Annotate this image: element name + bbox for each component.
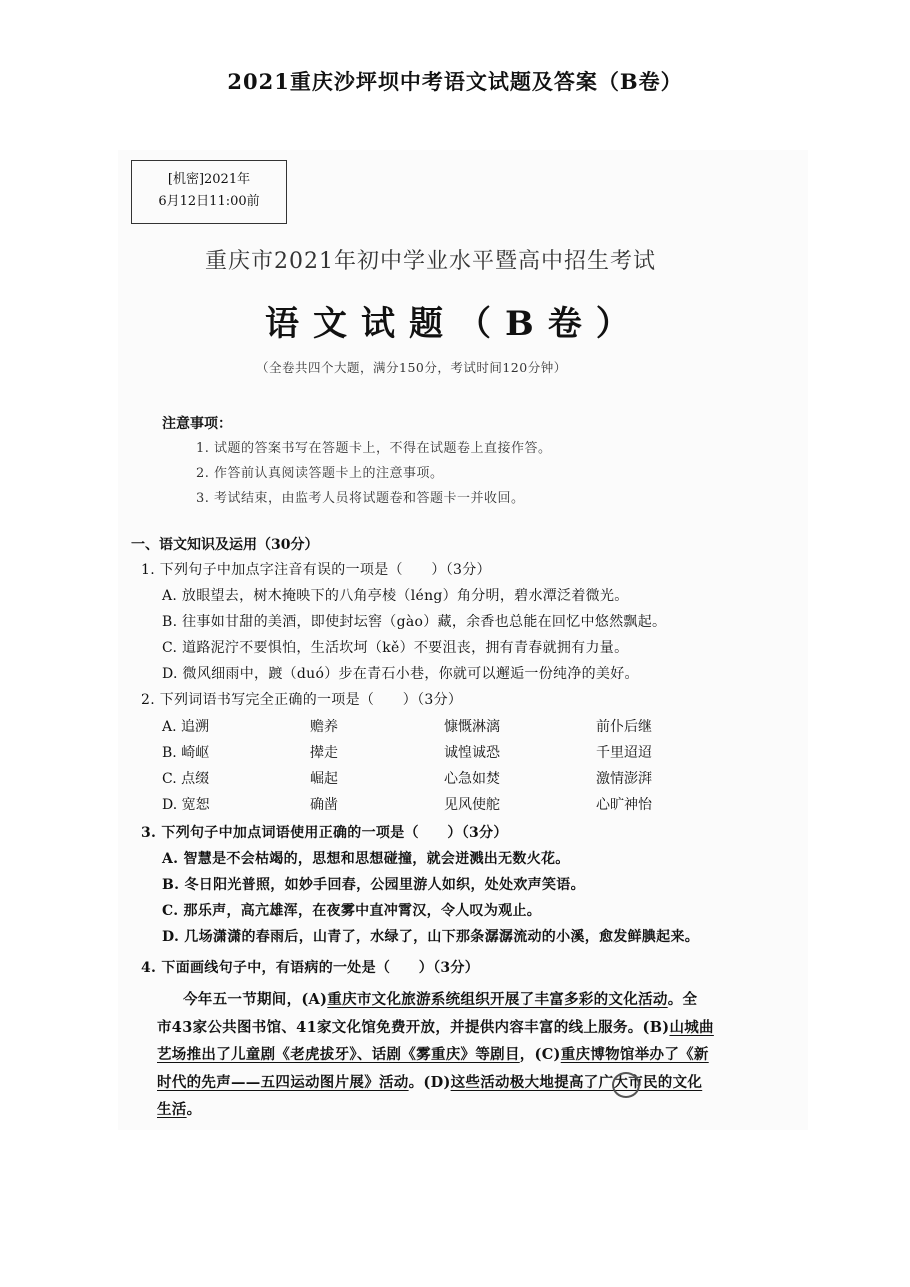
paper-title: 语文试题（B卷） (265, 304, 644, 344)
section-heading: 一、语文知识及运用（30分） (131, 537, 319, 553)
document-title: 2021重庆沙坪坝中考语文试题及答案（B卷） (227, 69, 683, 94)
underlined-sentence-a: 重庆市文化旅游系统组织开展了丰富多彩的文化活动 (327, 991, 668, 1008)
underlined-sentence-d-end: 生活 (157, 1101, 187, 1118)
passage-line-4 (157, 1071, 797, 1092)
notice-item: 1. 试题的答案书写在答题卡上，不得在试题卷上直接作答。 (196, 441, 552, 456)
passage-text: 今年五一节期间，(A) (183, 991, 328, 1008)
passage-text: 。(D) (408, 1074, 451, 1091)
confidential-line-1: [机密]2021年 (167, 172, 251, 187)
passage-line-1 (183, 988, 823, 1009)
q2-a-word-3: 慷慨淋漓 (444, 719, 500, 735)
passage-line-5 (157, 1098, 797, 1119)
q2-c-word-1: C. 点缀 (162, 771, 210, 787)
q2-a-word-1: A. 追溯 (162, 719, 210, 735)
confidential-line-2: 6月12日11:00前 (158, 194, 260, 209)
q2-b-word-1: B. 崎岖 (162, 745, 210, 761)
question-3-option-d: D. 几场潇潇的春雨后，山青了，水绿了，山下那条潺潺流动的小溪，愈发鲜腆起来。 (162, 929, 700, 945)
q2-d-word-3: 见风使舵 (444, 797, 500, 813)
q2-b-word-4: 千里迢迢 (596, 745, 652, 761)
notice-item: 2. 作答前认真阅读答题卡上的注意事项。 (196, 466, 444, 481)
confidential-stamp-box (131, 160, 287, 224)
q2-c-word-3: 心急如焚 (444, 771, 500, 787)
q2-a-word-4: 前仆后继 (596, 719, 652, 735)
passage-line-2 (157, 1016, 797, 1037)
passage-text: 市43家公共图书馆、41家文化馆免费开放，并提供内容丰富的线上服务。(B) (157, 1019, 670, 1036)
question-1-option-c: C. 道路泥泞不要惧怕，生活坎坷（kě）不要沮丧，拥有青春就拥有力量。 (162, 640, 629, 656)
underlined-sentence-b-start: 山城曲 (669, 1019, 714, 1036)
underlined-sentence-c-start: 重庆博物馆举办了《新 (560, 1046, 709, 1063)
passage-text: 。全 (667, 991, 698, 1008)
handwritten-circle-mark (612, 1072, 640, 1098)
exam-name: 重庆市2021年初中学业水平暨高中招生考试 (205, 249, 656, 274)
question-1-option-d: D. 微风细雨中，踱（duó）步在青石小巷，你就可以邂逅一份纯净的美好。 (162, 666, 639, 682)
question-1-stem: 1. 下列句子中加点字注音有误的一项是（ ）（3分） (141, 562, 491, 578)
q2-b-word-3: 诚惶诚恐 (444, 745, 500, 761)
question-3-option-b: B. 冬日阳光普照，如妙手回春，公园里游人如织，处处欢声笑语。 (162, 877, 585, 893)
q2-c-word-4: 激情澎湃 (596, 771, 652, 787)
underlined-sentence-d: 这些活动极大地提高了广大市民的文化 (450, 1074, 703, 1091)
q2-d-word-1: D. 宽恕 (162, 797, 210, 813)
passage-text: 。 (186, 1101, 202, 1118)
underlined-sentence-b: 艺场推出了儿童剧《老虎拔牙》、话剧《雾重庆》等剧目 (157, 1046, 520, 1063)
notice-item: 3. 考试结束，由监考人员将试题卷和答题卡一并收回。 (196, 491, 525, 506)
underlined-sentence-c: 时代的先声——五四运动图片展》活动 (157, 1074, 409, 1091)
question-1-option-b: B. 往事如甘甜的美酒，即使封坛窖（gào）藏，余香也总能在回忆中悠然飘起。 (162, 614, 667, 630)
q2-d-word-4: 心旷神怡 (596, 797, 652, 813)
question-3-stem: 3. 下列句子中加点词语使用正确的一项是（ ）（3分） (141, 825, 508, 841)
question-3-option-a: A. 智慧是不会枯竭的，思想和思想碰撞，就会迸溅出无数火花。 (162, 851, 570, 867)
question-1-option-a: A. 放眼望去，树木掩映下的八角亭棱（léng）角分明，碧水潭泛着微光。 (162, 588, 629, 604)
question-2-stem: 2. 下列词语书写完全正确的一项是（ ）（3分） (141, 692, 463, 708)
q2-d-word-2: 确凿 (310, 797, 338, 813)
q2-b-word-2: 撵走 (310, 745, 338, 761)
notice-heading: 注意事项： (162, 416, 232, 432)
paper-subtitle: （全卷共四个大题，满分150分，考试时间120分钟） (256, 360, 567, 375)
question-4-stem: 4. 下面画线句子中，有语病的一处是（ ）（3分） (141, 960, 480, 976)
q2-a-word-2: 赡养 (310, 719, 338, 735)
q2-c-word-2: 崛起 (310, 771, 338, 787)
passage-text: ，(C) (519, 1046, 561, 1063)
question-3-option-c: C. 那乐声，高亢雄浑，在夜雾中直冲霄汉，令人叹为观止。 (162, 903, 542, 919)
passage-line-3 (157, 1043, 797, 1064)
